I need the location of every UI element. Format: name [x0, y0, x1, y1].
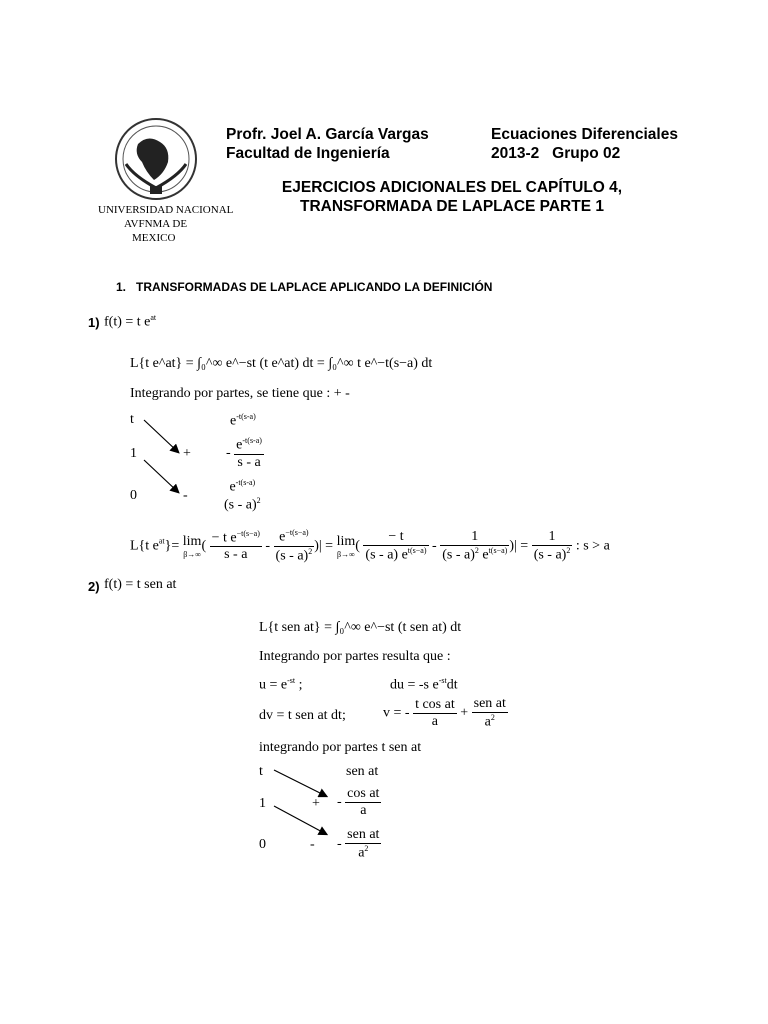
ex1-frac-row1: - $\frac{e^{-t(s-a)}}{s - a}$ [226, 436, 262, 470]
ex2-sign-plus: + [312, 796, 320, 811]
section-heading: 1. TRANSFORMADAS DE LAPLACE APLICANDO LA DEFINICIÓN [116, 280, 493, 294]
document-title-line2: TRANSFORMADA DE LAPLACE PARTE 1 [300, 198, 604, 215]
document-title-line1: EJERCICIOS ADICIONALES DEL CAPÍTULO 4, [281, 179, 623, 196]
ex2-col-0: 0 [259, 837, 266, 852]
exercise-2-parts-text2: integrando por partes t sen at [259, 740, 422, 755]
exercise-1-transform: L{t e^at} = ∫₀^∞ e^−st (t e^at) dt = ∫₀^∞ t e^−t(s−a) dt [130, 356, 433, 371]
exercise-1-label: 1) [88, 315, 100, 330]
ex2-sign-minus: - [310, 837, 315, 852]
exercise-1-function: f(t) = t $e^{at}$ [104, 313, 157, 330]
exercise-2-transform: L{t sen at} = ∫₀^∞ e^−st (t sen at) dt [259, 620, 462, 635]
ex2-dv: dv = t sen at dt; [259, 708, 346, 723]
exercise-2-parts-text: Integrando por partes resulta que : [259, 649, 451, 664]
ex1-parts-arrows [140, 416, 210, 496]
ex2-col-1: 1 [259, 796, 266, 811]
exercise-2-label: 2) [88, 579, 100, 594]
ex2-row0: sen at [346, 764, 379, 779]
ex1-col-t: t [130, 412, 134, 427]
exercise-1-parts-text: Integrando por partes, se tiene que : + - [130, 386, 350, 401]
ex2-v: v = - $\frac{\text{t cos at}}{a}$ + $\frac{\text{sen at}}{a^2}$ [383, 696, 506, 730]
course-name: Ecuaciones Diferenciales [491, 126, 678, 143]
ex1-sign-plus: + [183, 446, 191, 461]
logo-text-line2: AVFNMA DE [124, 218, 188, 230]
ex2-row1: - $\frac{\text{cos at}}{a}$ [337, 786, 380, 818]
ex2-row2: - $\frac{\text{sen at}}{a^2}$ [337, 827, 380, 861]
professor-name: Profr. Joel A. García Vargas [226, 126, 429, 143]
ex1-col-0: 0 [130, 488, 137, 503]
exercise-2-function: f(t) = t sen at [104, 577, 177, 592]
term-group: 2013-2 Grupo 02 [491, 145, 621, 162]
exercise-1-limit-result: L{t $e^{at}\}=$ lim β→∞ ( $\frac{- t e^{-t(s-a)}}{s - a}$ - $\frac{e^{-t(s-a)}}{(s - a)^2}$ )| = lim β→∞ ( $\frac{- t}{(s - a) e^{t(s-a)}}$ - $\frac{1}{(s - a)^2 e^{t(s-a)}}$ )| = $\frac{1}{(s - a)^2}$ : s > a [130, 528, 610, 564]
logo-text-line1: UNIVERSIDAD NACIONAL [98, 204, 234, 216]
logo-text-line3: MEXICO [132, 232, 176, 244]
ex1-col-1: 1 [130, 446, 137, 461]
ex1-sign-minus: - [183, 488, 188, 503]
ex2-parts-arrows [268, 766, 338, 846]
ex1-exp-row0: $e^{-t(s-a)}$ [230, 412, 256, 429]
ex2-du: du = -s $e^{-st}dt$ [390, 676, 458, 693]
ex2-u: $u = e^{-st}$ ; [259, 676, 303, 693]
ex1-frac-row2: $e^{-t(s-a)}$ (s - a)$^2$ [224, 478, 261, 513]
university-seal-logo [98, 114, 234, 254]
faculty-name: Facultad de Ingeniería [226, 145, 390, 162]
ex2-col-t: t [259, 764, 263, 779]
